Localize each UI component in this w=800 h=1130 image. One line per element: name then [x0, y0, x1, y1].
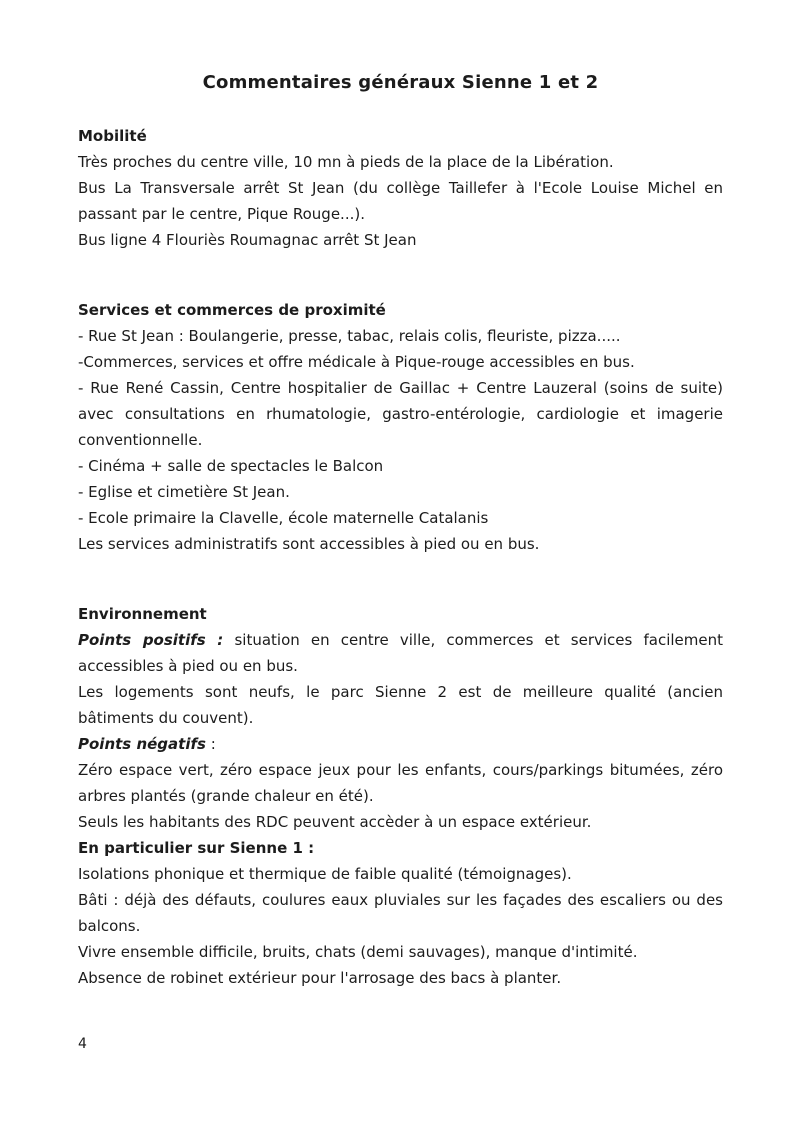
paragraph: Absence de robinet extérieur pour l'arrosage des bacs à planter.: [78, 969, 562, 987]
services-heading: Services et commerces de proximité: [78, 301, 386, 319]
mobilite-heading: Mobilité: [78, 127, 147, 145]
page-title: Commentaires généraux Sienne 1 et 2: [202, 72, 599, 93]
sienne1-subheading: En particulier sur Sienne 1 :: [78, 839, 315, 857]
points-negatifs-text: :: [205, 735, 216, 753]
list-item: -Commerces, services et offre médicale à Pique-rouge accessibles en bus.: [78, 353, 635, 371]
list-item: - Rue René Cassin, Centre hospitalier de Gaillac + Centre Lauzeral (soins de suite) avec consultations en rhumatologie, gastro-entérologie, cardiologie et imagerie conventionnelle.: [78, 379, 723, 449]
section-environnement: [78, 601, 723, 991]
list-item: - Ecole primaire la Clavelle, école maternelle Catalanis: [78, 509, 489, 527]
page-number: 4: [78, 1036, 87, 1052]
section-services: [78, 297, 723, 557]
paragraph: Bâti : déjà des défauts, coulures eaux pluviales sur les façades des escaliers ou des balcons.: [78, 891, 723, 935]
points-negatifs-label: Points négatifs: [78, 735, 206, 753]
points-positifs-text: situation en centre ville, commerces et services facilement accessibles à pied ou en bus.: [78, 631, 724, 675]
paragraph-points-negatifs: [78, 731, 723, 757]
paragraph: Zéro espace vert, zéro espace jeux pour les enfants, cours/parkings bitumées, zéro arbres plantés (grande chaleur en été).: [78, 761, 723, 805]
paragraph-points-positifs: [78, 627, 723, 679]
paragraph: Vivre ensemble difficile, bruits, chats (demi sauvages), manque d'intimité.: [78, 943, 638, 961]
points-positifs-label: Points positifs :: [78, 631, 224, 649]
list-item: - Eglise et cimetière St Jean.: [78, 483, 290, 501]
paragraph: Seuls les habitants des RDC peuvent accèder à un espace extérieur.: [78, 813, 592, 831]
paragraph: Très proches du centre ville, 10 mn à pieds de la place de la Libération.: [78, 153, 614, 171]
paragraph: Bus La Transversale arrêt St Jean (du collège Taillefer à l'Ecole Louise Michel en passant par le centre, Pique Rouge...).: [78, 179, 723, 223]
list-item: - Cinéma + salle de spectacles le Balcon: [78, 457, 384, 475]
paragraph: Isolations phonique et thermique de faible qualité (témoignages).: [78, 865, 572, 883]
paragraph: Bus ligne 4 Flouriès Roumagnac arrêt St Jean: [78, 231, 417, 249]
list-item: - Rue St Jean : Boulangerie, presse, tabac, relais colis, fleuriste, pizza.....: [78, 327, 621, 345]
environnement-heading: Environnement: [78, 605, 207, 623]
paragraph: Les services administratifs sont accessibles à pied ou en bus.: [78, 535, 540, 553]
paragraph: Les logements sont neufs, le parc Sienne 2 est de meilleure qualité (ancien bâtiments du couvent).: [78, 683, 723, 727]
section-mobilite: [78, 123, 723, 253]
